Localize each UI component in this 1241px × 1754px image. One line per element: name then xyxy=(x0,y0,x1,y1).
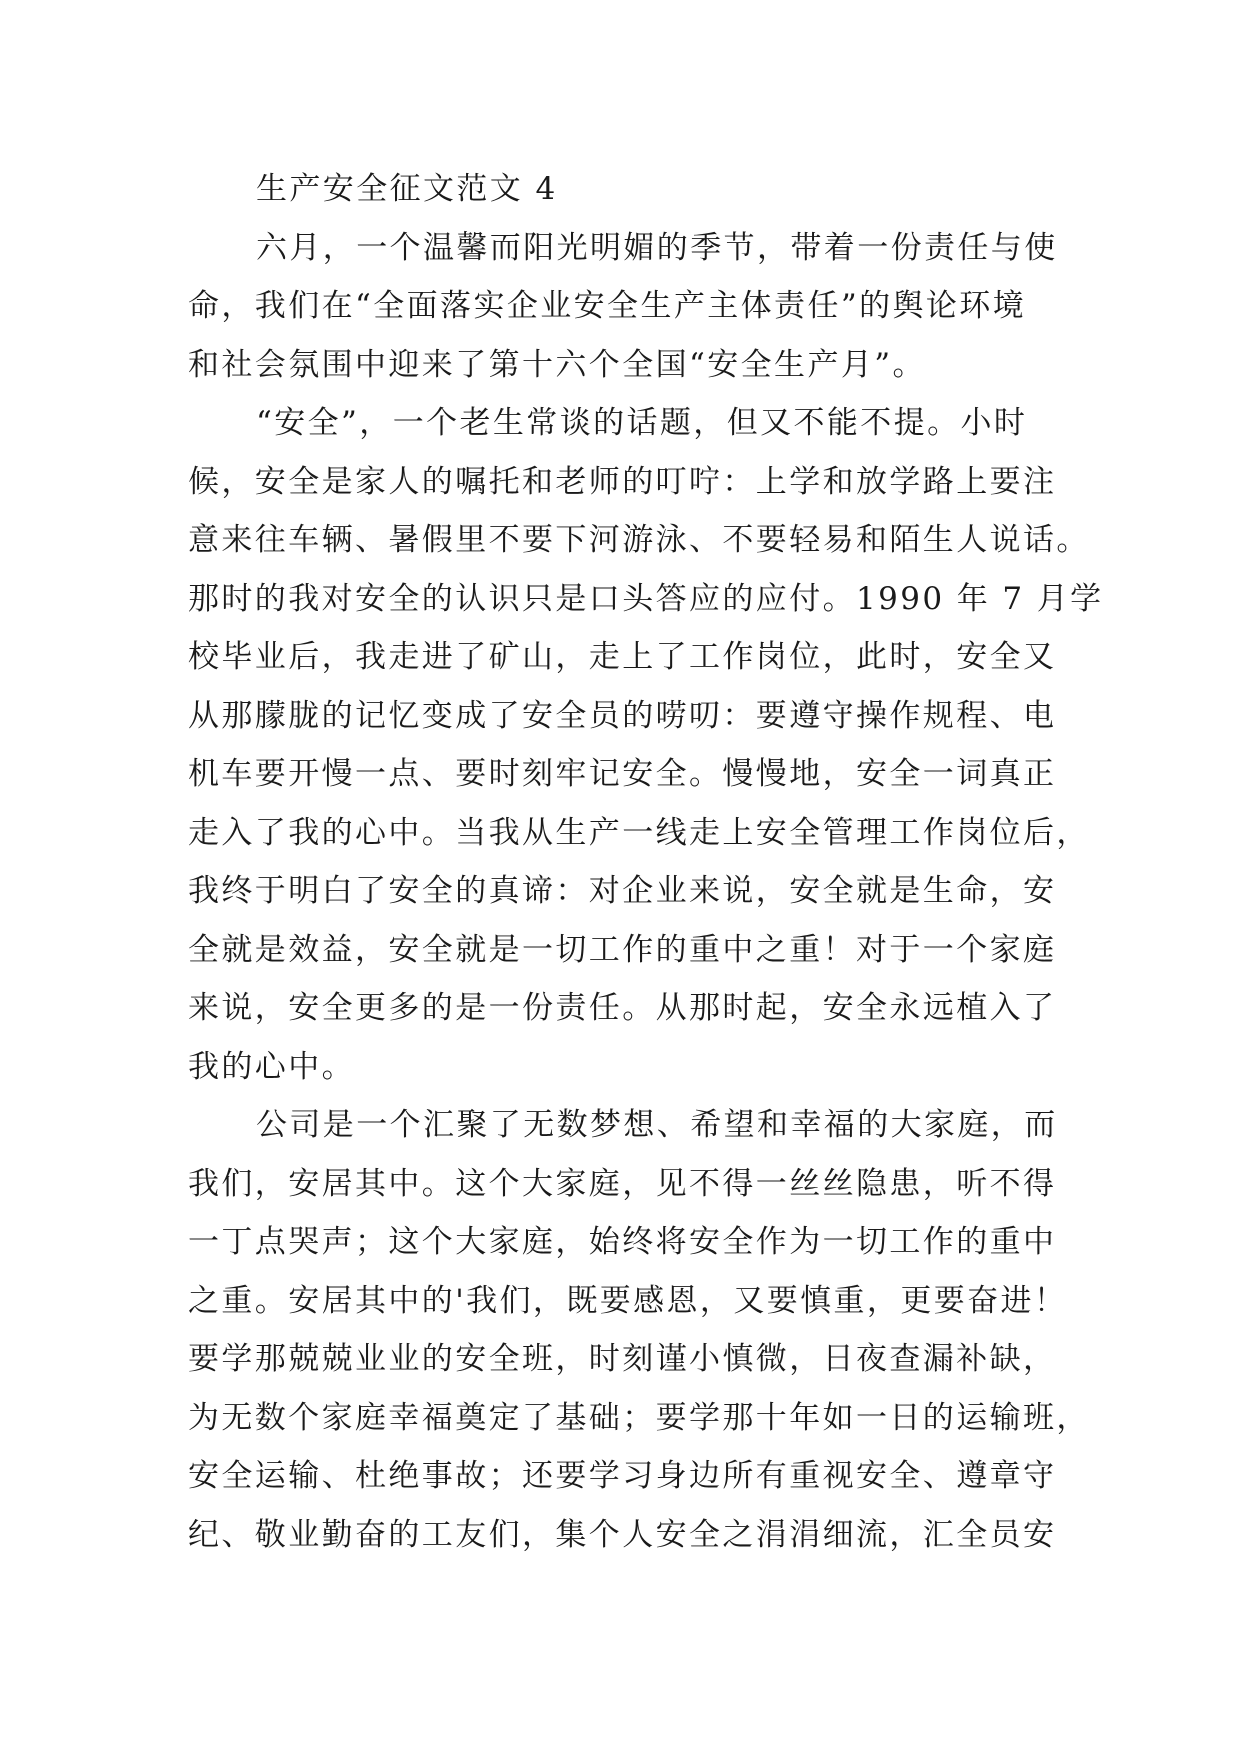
paragraph-3-line-3: 一丁点哭声；这个大家庭，始终将安全作为一切工作的重中 xyxy=(188,1224,1057,1260)
paragraph-2-line-8: 走入了我的心中。当我从生产一线走上安全管理工作岗位后， xyxy=(188,814,1090,851)
paragraph-2-line-2: 候，安全是家人的嘱托和老师的叮咛：上学和放学路上要注 xyxy=(188,463,1057,500)
paragraph-2-line-5: 校毕业后，我走进了矿山，走上了工作岗位，此时，安全又 xyxy=(188,639,1057,675)
paragraph-2-line-1: “安全”，一个老生常谈的话题，但又不能不提。小时 xyxy=(256,405,1028,441)
paragraph-2-line-10: 全就是效益，安全就是一切工作的重中之重！对于一个家庭 xyxy=(188,931,1057,968)
paragraph-2-line-6: 从那朦胧的记忆变成了安全员的唠叨：要遵守操作规程、电 xyxy=(188,697,1057,734)
paragraph-1-line-1: 六月，一个温馨而阳光明媚的季节，带着一份责任与使 xyxy=(256,229,1058,266)
paragraph-3-line-1: 公司是一个汇聚了无数梦想、希望和幸福的大家庭，而 xyxy=(256,1107,1058,1143)
paragraph-1-line-2: 命，我们在“全面落实企业安全生产主体责任”的舆论环境 xyxy=(188,288,1027,324)
document-title: 生产安全征文范文 4 xyxy=(256,171,558,207)
paragraph-3-line-4: 之重。安居其中的'我们，既要感恩，又要慎重，更要奋进！ xyxy=(188,1282,1068,1319)
paragraph-3-line-6: 为无数个家庭幸福奠定了基础；要学那十年如一日的运输班， xyxy=(188,1399,1090,1436)
paragraph-3-line-8: 纪、敬业勤奋的工友们，集个人安全之涓涓细流，汇全员安 xyxy=(188,1516,1057,1553)
paragraph-2-line-4: 那时的我对安全的认识只是口头答应的应付。1990 年 7 月学 xyxy=(188,580,1104,617)
paragraph-3-line-2: 我们，安居其中。这个大家庭，见不得一丝丝隐患，听不得 xyxy=(188,1165,1057,1202)
paragraph-2-line-12: 我的心中。 xyxy=(188,1048,355,1085)
paragraph-2-line-9: 我终于明白了安全的真谛：对企业来说，安全就是生命，安 xyxy=(188,873,1057,909)
paragraph-2-line-11: 来说，安全更多的是一份责任。从那时起，安全永远植入了 xyxy=(188,990,1057,1026)
paragraph-2-line-7: 机车要开慢一点、要时刻牢记安全。慢慢地，安全一词真正 xyxy=(188,756,1057,792)
paragraph-1-line-3: 和社会氛围中迎来了第十六个全国“安全生产月”。 xyxy=(188,346,926,383)
paragraph-2-line-3: 意来往车辆、暑假里不要下河游泳、不要轻易和陌生人说话。 xyxy=(188,522,1090,558)
paragraph-3-line-7: 安全运输、杜绝事故；还要学习身边所有重视安全、遵章守 xyxy=(188,1458,1057,1494)
paragraph-3-line-5: 要学那兢兢业业的安全班，时刻谨小慎微，日夜查漏补缺， xyxy=(188,1341,1057,1377)
document-body xyxy=(188,160,1104,1564)
